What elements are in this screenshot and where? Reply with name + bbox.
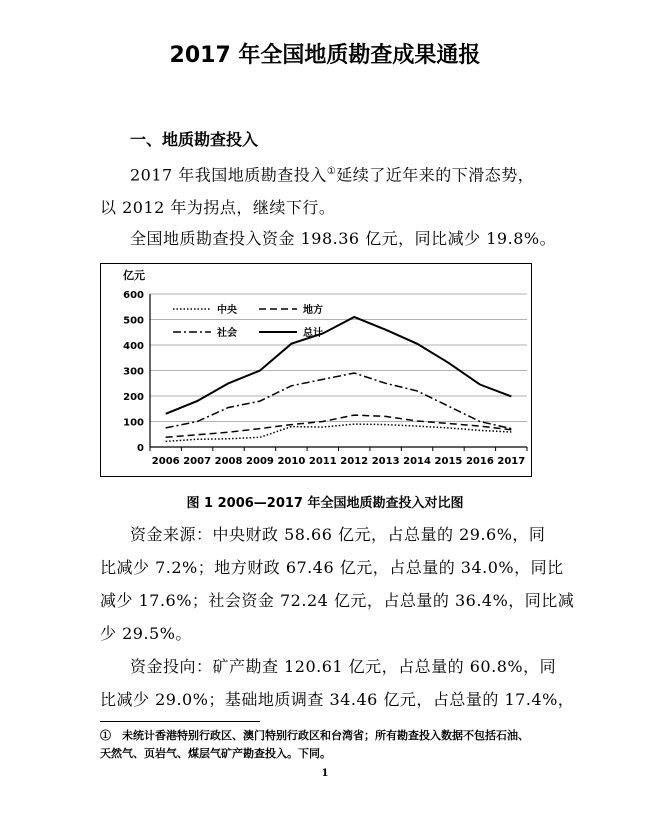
y-tick-label: 300 [123,366,144,378]
footnote-line1: ① 未统计香港特别行政区、澳门特别行政区和台湾省；所有勘查投入数据不包括石油、 [100,729,529,742]
series-line-中央 [166,424,512,441]
p1-line2: 以 2012 年为拐点，继续下行。 [100,198,336,218]
y-tick-label: 500 [123,315,144,327]
p1-text-b: 延续了近年来的下滑态势， [336,165,535,185]
p4-line2: 比减少 29.0%；基础地质调查 34.46 亿元，占总量的 17.4%， [100,690,575,709]
y-tick-label: 100 [123,417,144,429]
footnote-line2: 天然气、页岩气、煤层气矿产勘查投入。下同。 [100,747,331,760]
p3-line4: 少 29.5%。 [100,624,192,643]
x-tick-label: 2012 [340,456,369,467]
p1-text-a: 2017 年我国地质勘查投入 [130,165,327,185]
y-tick-label: 600 [123,290,144,301]
footnote-rule [100,721,260,722]
legend-label: 总计 [303,328,323,339]
legend-label: 地方 [303,305,323,316]
figure-caption: 图 1 2006—2017 年全国地质勘查投入对比图 [186,496,464,511]
legend-label: 中央 [217,305,237,316]
x-tick-label: 2016 [465,456,494,467]
page-number: 1 [321,768,329,779]
investment-line-chart [101,264,533,478]
p3-line3: 减少 17.6%；社会资金 72.24 亿元，占总量的 36.4%，同比减 [100,591,575,610]
x-tick-label: 2007 [183,456,212,467]
y-tick-label: 200 [123,392,144,403]
x-tick-label: 2014 [403,456,431,467]
paragraph-4 [100,650,575,716]
y-axis-label: 亿元 [123,269,145,282]
p3-line1: 资金来源：中央财政 58.66 亿元，占总量的 29.6%，同 [130,525,546,544]
p3-line2: 比减少 7.2%；地方财政 67.46 亿元，占总量的 34.0%，同比 [100,558,564,577]
series-line-地方 [166,415,512,437]
p4-line1: 资金投向：矿产勘查 120.61 亿元，占总量的 60.8%，同 [130,657,557,676]
x-tick-label: 2017 [497,456,526,467]
p2-line: 全国地质勘查投入资金 198.36 亿元，同比减少 19.8%。 [130,229,557,248]
x-tick-label: 2011 [308,456,337,467]
chart-frame [100,263,532,477]
paragraph-3 [100,518,575,650]
x-tick-label: 2010 [277,456,306,467]
series-line-社会 [166,373,512,429]
y-tick-label: 0 [137,443,144,454]
section-heading: 一、地质勘查投入 [130,130,259,149]
document-title: 2017 年全国地质勘查成果通报 [169,43,481,68]
footnote-marker: ① [326,166,337,177]
x-tick-label: 2006 [151,456,180,467]
x-tick-label: 2008 [214,456,243,467]
x-tick-label: 2009 [246,456,274,467]
y-tick-label: 400 [123,341,144,352]
paragraph-2 [100,222,560,255]
legend-label: 社会 [217,328,237,339]
x-tick-label: 2015 [434,456,463,467]
footnote [100,727,570,763]
paragraph-1 [100,155,560,224]
x-tick-label: 2013 [371,456,400,467]
